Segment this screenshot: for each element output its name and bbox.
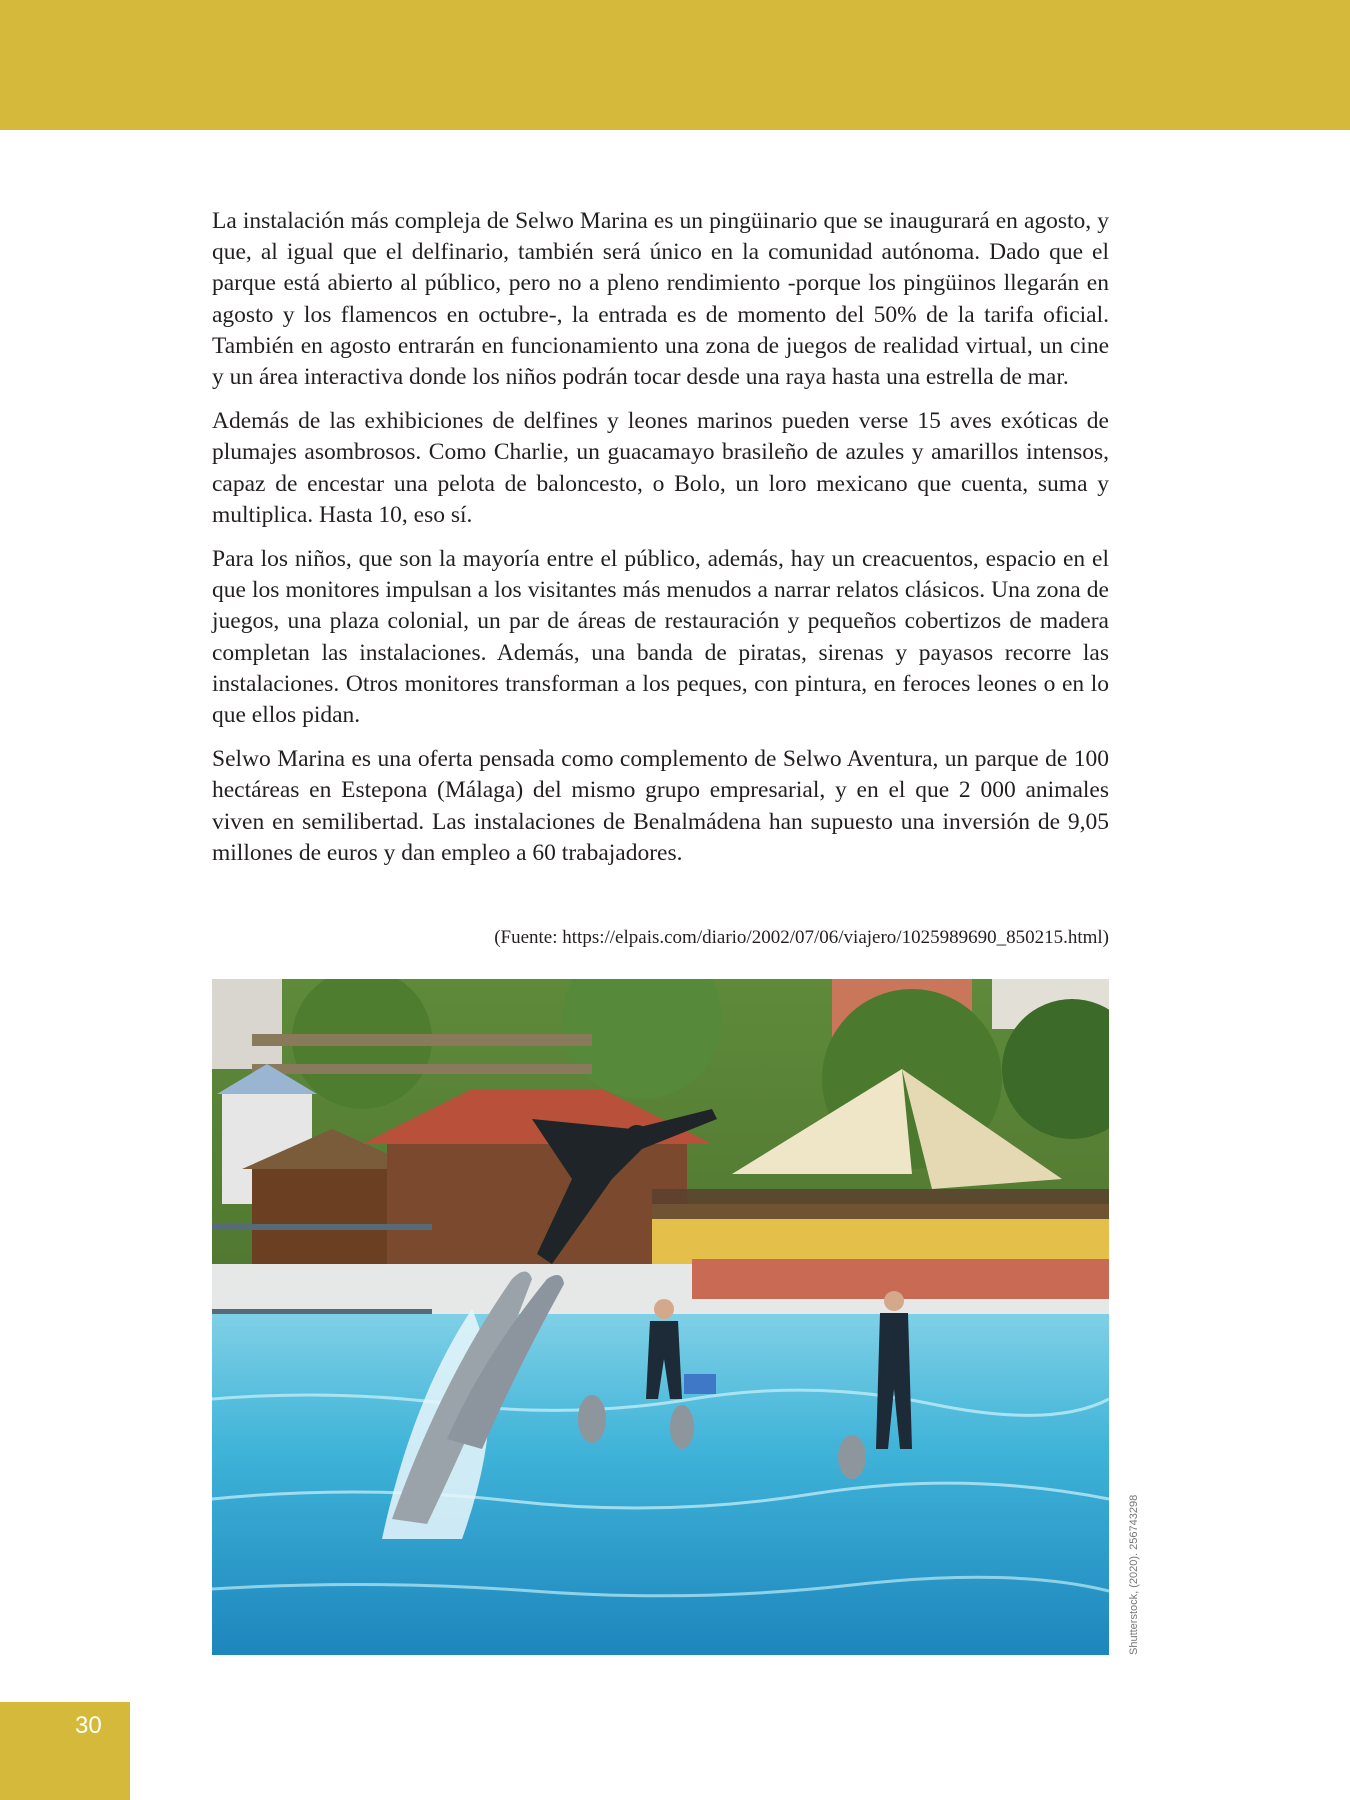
page-number-tab xyxy=(0,1702,130,1800)
paragraph: Selwo Marina es una oferta pensada como complemento de Selwo Aventura, un parque de 100 hectáreas en Estepona (Málaga) del mismo grupo empresarial, y en el que 2 000 animales viven en semilibertad. Las instalaciones de Benalmádena han supuesto una inversión de 9,05 millones de euros y dan empleo a 60 trabajadores. xyxy=(212,746,1109,866)
dolphin-show-photo xyxy=(212,979,1109,1655)
photo-credit: Shutterstock, (2020). 256743298 xyxy=(1128,1494,1140,1655)
header-band xyxy=(0,0,1350,130)
paragraph: Además de las exhibiciones de delfines y leones marinos pueden verse 15 aves exóticas de plumajes asombrosos. Como Charlie, un guacamayo brasileño de azules y amarillos intensos, capaz de encestar una pelota de baloncesto, o Bolo, un loro mexicano que cuenta, suma y multiplica. Hasta 10, eso sí. xyxy=(212,408,1109,528)
paragraph: Para los niños, que son la mayoría entre el público, además, hay un creacuentos, espacio en el que los monitores impulsan a los visitantes más menudos a narrar relatos clásicos. Una zona de juegos, una plaza colonial, un par de áreas de restauración y pequeños cobertizos de madera completan las instalaciones. Además, una banda de piratas, sirenas y payasos recorre las instalaciones. Otros monitores transforman a los peques, con pintura, en feroces leones o en lo que ellos pidan. xyxy=(212,546,1109,729)
page-number: 30 xyxy=(75,1712,102,1739)
paragraph: La instalación más compleja de Selwo Marina es un pingüinario que se inaugurará en agosto, y que, al igual que el delfinario, también será único en la comunidad autónoma. Dado que el parque está abierto al público, pero no a pleno rendimiento -porque los pingüinos llegarán en agosto y los flamencos en octubre-, la entrada es de momento del 50% de la tarifa oficial. También en agosto entrarán en funcionamiento una zona de juegos de realidad virtual, un cine y un área interactiva donde los niños podrán tocar desde una raya hasta una estrella de mar. xyxy=(212,208,1109,391)
source-citation: (Fuente: https://elpais.com/diario/2002/07/06/viajero/1025989690_850215.html) xyxy=(494,927,1109,948)
article-body xyxy=(212,206,1109,882)
